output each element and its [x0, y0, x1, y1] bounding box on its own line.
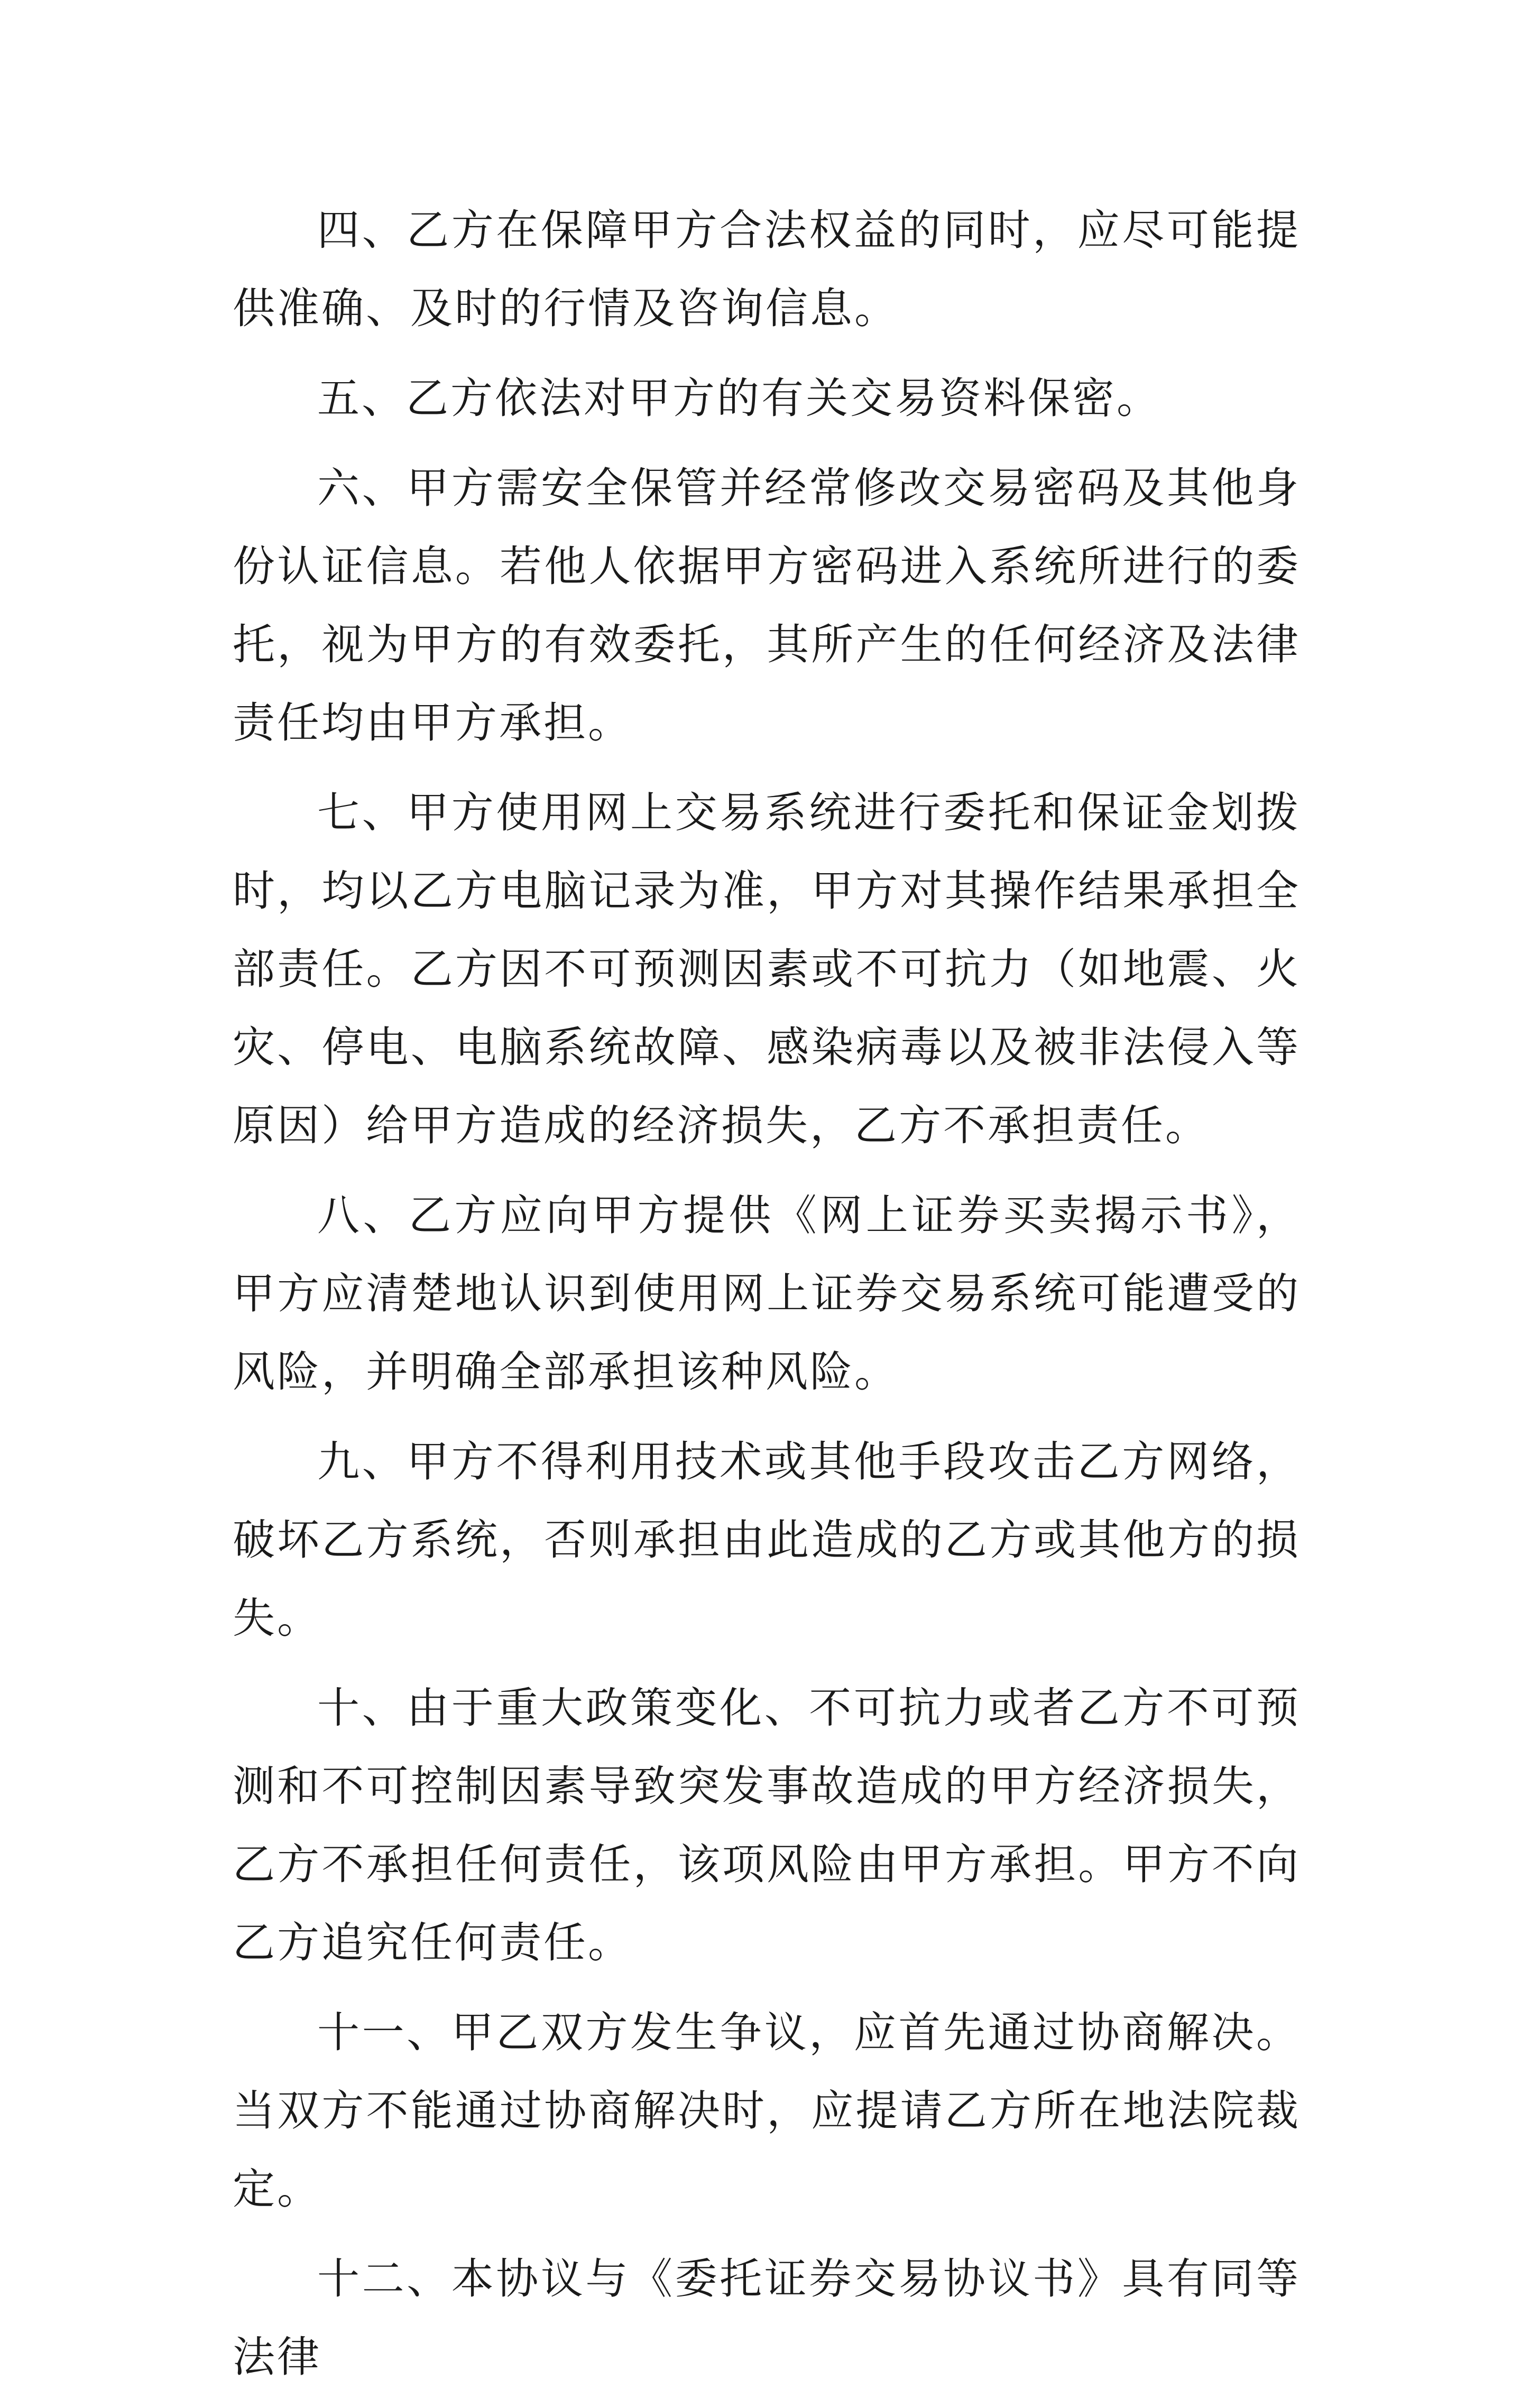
- clause-12-paragraph: 十二、本协议与《委托证券交易协议书》具有同等法律: [233, 2254, 1301, 2382]
- clause-6-paragraph: 六、甲方需安全保管并经常修改交易密码及其他身份认证信息。若他人依据甲方密码进入系统所进行的委托，视为甲方的有效委托，其所产生的任何经济及法律责任均由甲方承担。: [233, 464, 1301, 747]
- clause-10-paragraph: 十、由于重大政策变化、不可抗力或者乙方不可预测和不可控制因素导致突发事故造成的甲方经济损失，乙方不承担任何责任，该项风险由甲方承担。甲方不向乙方追究任何责任。: [233, 1683, 1301, 1967]
- clause-9-paragraph: 九、甲方不得利用技术或其他手段攻击乙方网络，破坏乙方系统，否则承担由此造成的乙方或其他方的损失。: [233, 1437, 1301, 1643]
- clause-5-paragraph: 五、乙方依法对甲方的有关交易资料保密。: [317, 374, 1161, 423]
- clause-11-paragraph: 十一、甲乙双方发生争议，应首先通过协商解决。当双方不能通过协商解决时，应提请乙方所在地法院裁定。: [233, 2008, 1301, 2213]
- clause-4-paragraph: 四、乙方在保障甲方合法权益的同时，应尽可能提供准确、及时的行情及咨询信息。: [233, 206, 1301, 333]
- clause-8-paragraph: 八、乙方应向甲方提供《网上证券买卖揭示书》，甲方应清楚地认识到使用网上证券交易系统可能遭受的风险，并明确全部承担该种风险。: [233, 1191, 1301, 1396]
- clause-7-paragraph: 七、甲方使用网上交易系统进行委托和保证金划拨时，均以乙方电脑记录为准，甲方对其操作结果承担全部责任。乙方因不可预测因素或不可抗力（如地震、火灾、停电、电脑系统故障、感染病毒以及被非法侵入等原因）给甲方造成的经济损失，乙方不承担责任。: [233, 788, 1301, 1150]
- document-body: [233, 191, 1301, 2408]
